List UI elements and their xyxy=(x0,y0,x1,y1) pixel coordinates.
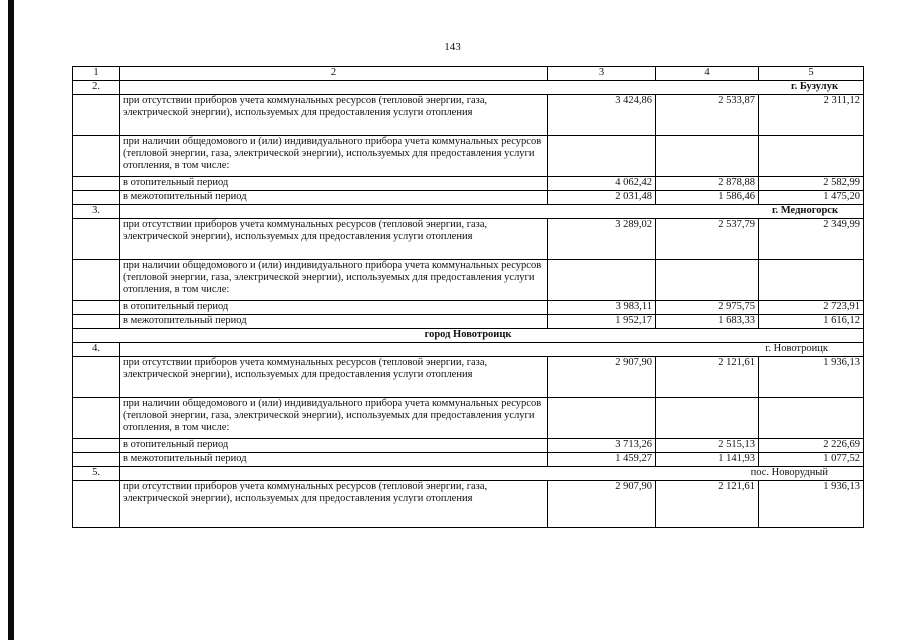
value-cell: 2 226,69 xyxy=(759,439,864,453)
row-label: в отопительный период xyxy=(120,177,548,191)
row-label: при отсутствии приборов учета коммунальных ресурсов (тепловой энергии, газа, электрической энергии), используемых для предоставления услуги отопления xyxy=(120,95,548,136)
row-label: в отопительный период xyxy=(120,439,548,453)
section-row xyxy=(73,467,864,481)
value-cell: 3 424,86 xyxy=(548,95,656,136)
value-cell: 2 121,61 xyxy=(656,481,759,528)
row-label: при отсутствии приборов учета коммунальных ресурсов (тепловой энергии, газа, электрической энергии), используемых для предоставления услуги отопления xyxy=(120,219,548,260)
value-cell: 1 141,93 xyxy=(656,453,759,467)
value-cell: 1 936,13 xyxy=(759,481,864,528)
table-row xyxy=(73,95,864,136)
table-row xyxy=(73,219,864,260)
row-label: в межотопительный период xyxy=(120,315,548,329)
table-row xyxy=(73,453,864,467)
table-row xyxy=(73,177,864,191)
value-cell: 4 062,42 xyxy=(548,177,656,191)
value-cell: 2 723,91 xyxy=(759,301,864,315)
row-label: при наличии общедомового и (или) индивидуального прибора учета коммунальных ресурсов (тепловой энергии, газа, электрической энергии), используемых для предоставления услуги отопления, в том числе: xyxy=(120,136,548,177)
value-cell: 2 975,75 xyxy=(656,301,759,315)
value-cell: 2 878,88 xyxy=(656,177,759,191)
value-cell: 1 459,27 xyxy=(548,453,656,467)
row-number: 2. xyxy=(73,81,120,95)
value-cell: 1 586,46 xyxy=(656,191,759,205)
value-cell: 1 936,13 xyxy=(759,357,864,398)
section-row xyxy=(73,343,864,357)
row-label: при наличии общедомового и (или) индивидуального прибора учета коммунальных ресурсов (тепловой энергии, газа, электрической энергии), используемых для предоставления услуги отопления, в том числе: xyxy=(120,260,548,301)
row-label: при отсутствии приборов учета коммунальных ресурсов (тепловой энергии, газа, электрической энергии), используемых для предоставления услуги отопления xyxy=(120,357,548,398)
table-row xyxy=(73,136,864,177)
value-cell: 2 537,79 xyxy=(656,219,759,260)
value-cell: 1 475,20 xyxy=(759,191,864,205)
value-cell: 2 533,87 xyxy=(656,95,759,136)
city-name: г. Медногорск xyxy=(120,205,864,219)
value-cell: 3 983,11 xyxy=(548,301,656,315)
value-cell: 1 616,12 xyxy=(759,315,864,329)
district-row xyxy=(73,329,864,343)
column-header: 1 xyxy=(73,67,120,81)
row-label: в межотопительный период xyxy=(120,453,548,467)
row-number: 3. xyxy=(73,205,120,219)
value-cell: 1 952,17 xyxy=(548,315,656,329)
row-label: при отсутствии приборов учета коммунальных ресурсов (тепловой энергии, газа, электрической энергии), используемых для предоставления услуги отопления xyxy=(120,481,548,528)
value-cell: 2 907,90 xyxy=(548,357,656,398)
row-label: при наличии общедомового и (или) индивидуального прибора учета коммунальных ресурсов (тепловой энергии, газа, электрической энергии), используемых для предоставления услуги отопления, в том числе: xyxy=(120,398,548,439)
row-label: в межотопительный период xyxy=(120,191,548,205)
page-edge-bar xyxy=(8,0,14,640)
value-cell: 1 077,52 xyxy=(759,453,864,467)
locality-name: г. Новотроицк xyxy=(120,343,864,357)
column-header: 4 xyxy=(656,67,759,81)
value-cell: 2 349,99 xyxy=(759,219,864,260)
value-cell: 2 121,61 xyxy=(656,357,759,398)
row-number: 4. xyxy=(73,343,120,357)
tariff-table xyxy=(72,66,864,528)
value-cell: 3 713,26 xyxy=(548,439,656,453)
section-row xyxy=(73,205,864,219)
header-row xyxy=(73,67,864,81)
page-number: 143 xyxy=(444,41,461,53)
value-cell: 2 311,12 xyxy=(759,95,864,136)
row-label: в отопительный период xyxy=(120,301,548,315)
table-row xyxy=(73,301,864,315)
locality-name: пос. Новорудный xyxy=(120,467,864,481)
row-number: 5. xyxy=(73,467,120,481)
value-cell: 2 907,90 xyxy=(548,481,656,528)
table-row xyxy=(73,439,864,453)
table-row xyxy=(73,191,864,205)
value-cell: 2 582,99 xyxy=(759,177,864,191)
table-row xyxy=(73,357,864,398)
table-row xyxy=(73,481,864,528)
value-cell: 2 515,13 xyxy=(656,439,759,453)
value-cell: 2 031,48 xyxy=(548,191,656,205)
value-cell: 1 683,33 xyxy=(656,315,759,329)
value-cell: 3 289,02 xyxy=(548,219,656,260)
table-row xyxy=(73,398,864,439)
column-header: 3 xyxy=(548,67,656,81)
column-header: 5 xyxy=(759,67,864,81)
table-row xyxy=(73,315,864,329)
table-row xyxy=(73,260,864,301)
district-name: город Новотроицк xyxy=(73,329,864,343)
column-header: 2 xyxy=(120,67,548,81)
city-name: г. Бузулук xyxy=(120,81,864,95)
section-row xyxy=(73,81,864,95)
